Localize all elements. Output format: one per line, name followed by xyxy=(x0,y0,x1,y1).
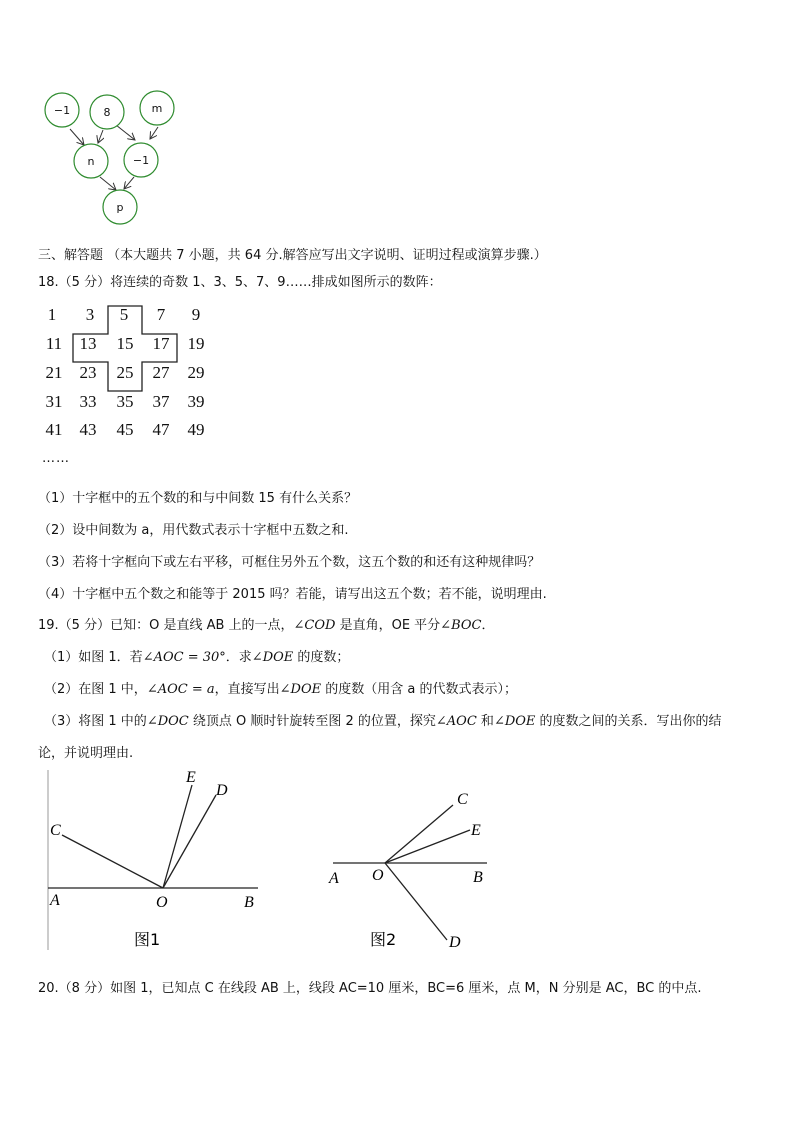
figure-caption: 图2 xyxy=(370,930,397,949)
label-a: A xyxy=(50,892,60,909)
number-tree-diagram xyxy=(40,85,190,230)
ray-oe xyxy=(385,830,470,863)
text: （3）将图 1 中的 xyxy=(44,714,147,729)
matrix-cell: 35 xyxy=(116,392,134,411)
tree-node-label: −1 xyxy=(132,154,150,167)
matrix-cell: 49 xyxy=(187,420,205,439)
label-c: C xyxy=(50,822,61,839)
matrix-cell: 39 xyxy=(187,392,205,411)
matrix-cell: 27 xyxy=(152,363,170,382)
ray-oc xyxy=(385,805,453,863)
tree-node-label: p xyxy=(116,201,124,214)
matrix-cell: 25 xyxy=(116,363,134,382)
ray-od xyxy=(385,863,447,940)
matrix-cell: 3 xyxy=(85,305,95,324)
q19-sub3-line2: 论，并说明理由. xyxy=(38,746,134,761)
math-expression: ∠AOC = a xyxy=(146,682,215,697)
text: ．求 xyxy=(225,650,252,665)
text: （1）如图 1．若 xyxy=(44,650,143,665)
label-e: E xyxy=(471,822,481,839)
matrix-cell: 5 xyxy=(119,305,129,324)
label-d: D xyxy=(216,782,228,799)
matrix-cell: 21 xyxy=(45,363,63,382)
math-angle: ∠DOE xyxy=(493,714,536,729)
label-o: O xyxy=(372,867,384,884)
matrix-cell: 37 xyxy=(152,392,170,411)
text: 绕顶点 O 顺时针旋转至图 2 的位置，探究 xyxy=(188,714,436,729)
figure-caption: 图1 xyxy=(134,930,161,949)
math-angle: ∠BOC xyxy=(440,618,482,633)
text: ，直接写出 xyxy=(214,682,280,697)
ray-od xyxy=(163,795,216,888)
matrix-cell: 9 xyxy=(191,305,201,324)
text: 的度数（用含 a 的代数式表示）； xyxy=(321,682,517,697)
matrix-cell: 47 xyxy=(152,420,170,439)
math-angle: ∠COD xyxy=(293,618,336,633)
text: 19.（5 分）已知：O 是直线 AB 上的一点， xyxy=(38,618,294,633)
matrix-cell: 13 xyxy=(79,334,97,353)
text: 是直角，OE 平分 xyxy=(335,618,441,633)
label-b: B xyxy=(473,869,483,886)
text: 的度数之间的关系．写出你的结 xyxy=(535,714,722,729)
tree-node-label: −1 xyxy=(53,104,71,117)
text: ． xyxy=(481,618,495,633)
q19-sub1 xyxy=(44,646,349,665)
math-angle: ∠DOE xyxy=(251,650,294,665)
odd-number-matrix xyxy=(35,305,215,445)
matrix-cell: 29 xyxy=(187,363,205,382)
q18-sub3: （3）若将十字框向下或左右平移，可框住另外五个数，这五个数的和还有这种规律吗？ xyxy=(38,555,541,570)
text: （2）在图 1 中， xyxy=(44,682,147,697)
q20-text: 20.（8 分）如图 1，已知点 C 在线段 AB 上，线段 AC=10 厘米，BC=6 厘米，点 M，N 分别是 AC，BC 的中点. xyxy=(38,981,702,996)
math-expression: ∠AOC = 30° xyxy=(142,650,226,665)
matrix-cell: 15 xyxy=(116,334,134,353)
text: 和 xyxy=(476,714,494,729)
ray-oc xyxy=(62,835,163,888)
label-c: C xyxy=(457,791,468,808)
math-angle: ∠AOC xyxy=(435,714,477,729)
q18-sub4: （4）十字框中五个数之和能等于 2015 吗？若能，请写出这五个数；若不能，说明理由. xyxy=(38,587,547,602)
matrix-cell: 7 xyxy=(156,305,166,324)
q18-sub1: （1）十字框中的五个数的和与中间数 15 有什么关系？ xyxy=(38,491,358,506)
cross-frame xyxy=(35,305,215,395)
matrix-cell: 19 xyxy=(187,334,205,353)
q19-sub3 xyxy=(44,710,722,729)
label-o: O xyxy=(156,894,168,911)
math-angle: ∠DOC xyxy=(146,714,189,729)
q18-sub2: （2）设中间数为 a，用代数式表示十字框中五数之和. xyxy=(38,523,349,538)
matrix-cell: 33 xyxy=(79,392,97,411)
math-angle: ∠DOE xyxy=(279,682,322,697)
ray-oe xyxy=(163,785,192,888)
tree-node-label: n xyxy=(87,155,95,168)
q18-intro: 18.（5 分）将连续的奇数 1、3、5、7、9……排成如图所示的数阵： xyxy=(38,275,442,290)
label-e: E xyxy=(186,769,196,786)
section-heading: 三、解答题 （本大题共 7 小题，共 64 分.解答应写出文字说明、证明过程或演算步骤.） xyxy=(38,248,547,263)
matrix-cell: 41 xyxy=(45,420,63,439)
matrix-ellipsis: …… xyxy=(42,451,70,466)
label-a: A xyxy=(329,870,339,887)
q19-intro xyxy=(38,614,494,633)
label-d: D xyxy=(449,934,461,951)
matrix-cell: 23 xyxy=(79,363,97,382)
matrix-cell: 17 xyxy=(152,334,170,353)
tree-node-label: 8 xyxy=(103,106,111,119)
matrix-cell: 11 xyxy=(45,334,63,353)
label-b: B xyxy=(244,894,254,911)
figure-2 xyxy=(325,780,505,955)
matrix-cell: 1 xyxy=(47,305,57,324)
matrix-cell: 31 xyxy=(45,392,63,411)
tree-node-label: m xyxy=(151,102,163,115)
matrix-cell: 45 xyxy=(116,420,134,439)
q19-sub2 xyxy=(44,678,517,697)
text: 的度数； xyxy=(293,650,350,665)
matrix-cell: 43 xyxy=(79,420,97,439)
figure-1 xyxy=(40,765,270,955)
